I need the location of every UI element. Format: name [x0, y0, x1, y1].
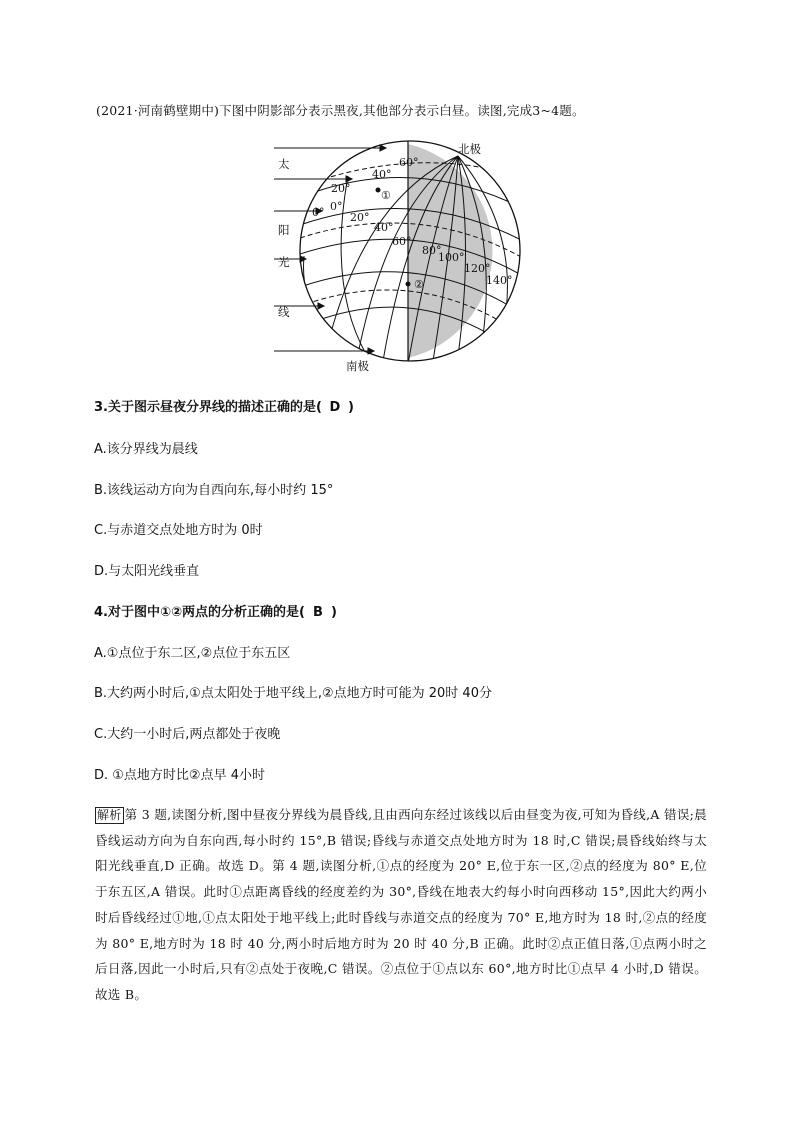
- globe-figure: [268, 136, 528, 372]
- point-2-label: ②: [414, 278, 424, 291]
- sun-char-2: 阳: [278, 223, 290, 237]
- point-1-label: ①: [381, 189, 391, 202]
- north-pole-label: 北极: [458, 142, 481, 156]
- q4-option-d: D. ①点地方时比②点早 4小时: [94, 768, 265, 783]
- q3-stem: 3.关于图示昼夜分界线的描述正确的是( D ): [94, 400, 354, 415]
- lon-label: 120°: [464, 262, 491, 275]
- meridian-line: [341, 176, 366, 354]
- lat-label: 40°: [372, 168, 392, 181]
- meridian-line: [304, 256, 366, 354]
- analysis-tag: 解析: [97, 808, 122, 822]
- q4-stem: 4.对于图中①②两点的分析正确的是( B ): [94, 605, 337, 620]
- q3-option-c: C.与赤道交点处地方时为 0时: [94, 523, 263, 538]
- point-2-marker: [406, 282, 411, 287]
- analysis-text: 第 3 题,读图分析,图中昼夜分界线为晨昏线,且由西向东经过该线以后由昼变为夜,可知为昏线,A 错误;晨昏线运动方向为自东向西,每小时约 15°,B 错误;昏线与赤道交点处地方时为 18 时,C 错误;晨昏线始终与太阳光线垂直,D 正确。故选 D。第 4 题,读图分析,①点的经度为 20° E,位于东一区,②点的经度为 80° E,位于东五区,A 错误。此时①点距离昏线的经度差约为 30°,昏线在地表大约每小时向西移动 15°,因此大约两小时后昏线经过①地,①点太阳处于地平线上;此时昏线与赤道交点的经度为 70° E,地方时为 18 时,②点的经度为 80° E,地方时为 18 时 40 分,两小时后地方时为 20 时 40 分,B 正确。此时②点正值日落,①点两小时之后日落,因此一小时后,只有②点处于夜晚,C 错误。②点位于①点以东 60°,地方时比①点早 4 小时,D 错误。故选 B。: [95, 807, 707, 1002]
- sun-char-3: 光: [278, 255, 290, 269]
- lon-label: 20°: [350, 211, 370, 224]
- lon-label: 40°: [374, 221, 394, 234]
- intro-text: (2021·河南鹤壁期中)下图中阴影部分表示黑夜,其他部分表示白昼。读图,完成3~4题。: [96, 103, 585, 118]
- q3-answer: D: [329, 400, 341, 415]
- sun-char-1: 太: [278, 157, 290, 171]
- q4-option-a: A.①点位于东二区,②点位于东五区: [94, 646, 291, 661]
- lon-label: 140°: [486, 274, 513, 287]
- q3-option-b: B.该线运动方向为自西向东,每小时约 15°: [94, 483, 334, 498]
- south-pole-label: 南极: [346, 359, 369, 372]
- lat-label: 60°: [399, 156, 419, 169]
- sun-char-4: 线: [278, 305, 290, 319]
- lat-label: 20°: [331, 182, 351, 195]
- q4-option-b: B.大约两小时后,①点太阳处于地平线上,②点地方时可能为 20时 40分: [94, 686, 492, 701]
- point-1-marker: [376, 188, 381, 193]
- lon-label: 80°: [422, 244, 442, 257]
- lon-label: 100°: [438, 251, 465, 264]
- q4-option-c: C.大约一小时后,两点都处于夜晚: [94, 727, 281, 742]
- q4-answer: B: [312, 605, 323, 620]
- lon-label: 60°: [392, 235, 412, 248]
- lon-label: 0°: [330, 200, 343, 213]
- q3-option-d: D.与太阳光线垂直: [94, 564, 200, 579]
- analysis-block: [95, 802, 707, 1008]
- lat-label: 0°: [312, 206, 325, 219]
- q3-option-a: A.该分界线为晨线: [94, 442, 198, 457]
